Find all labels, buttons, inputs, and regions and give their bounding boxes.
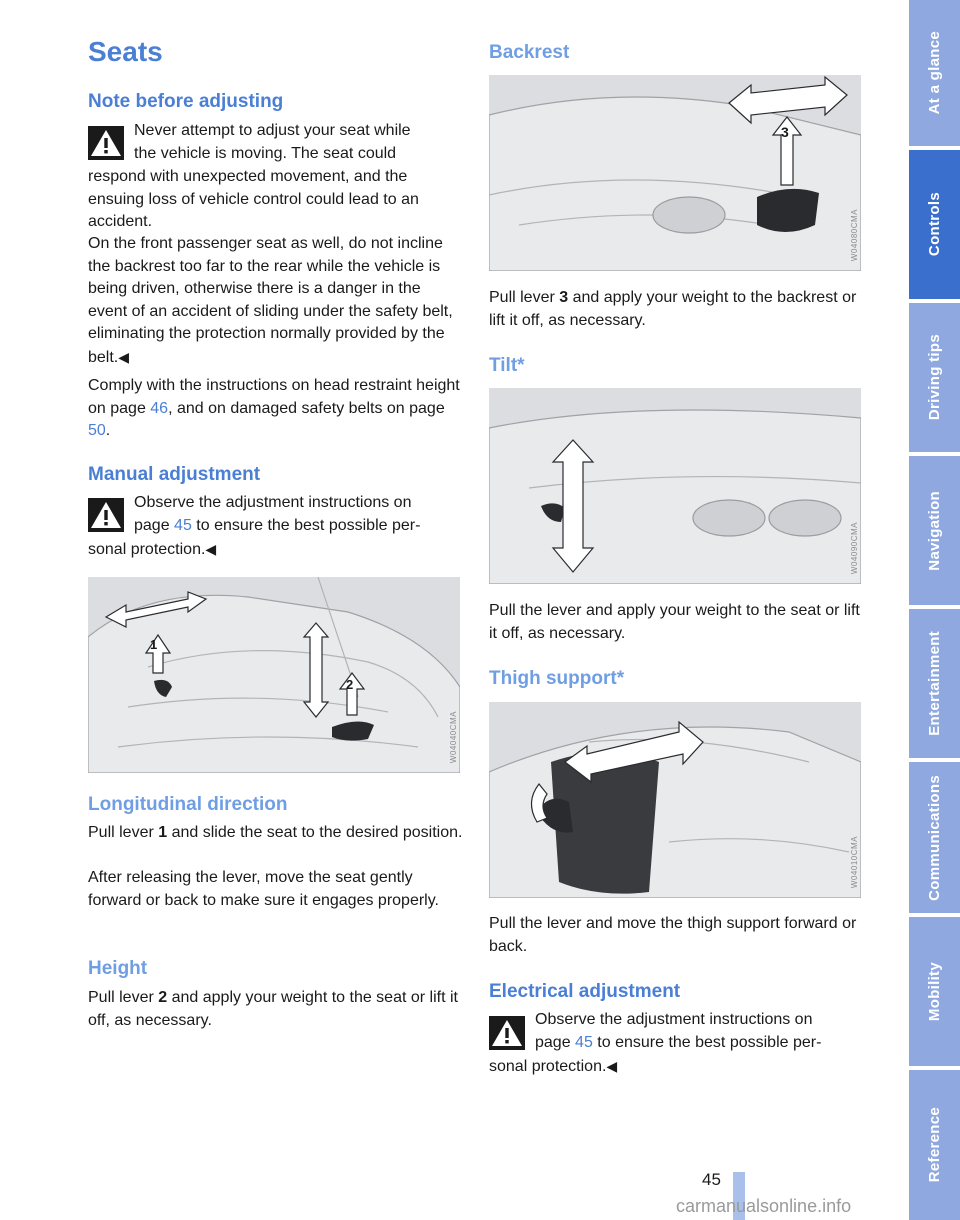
tab-controls[interactable]: Controls — [909, 150, 960, 299]
electrical-warning-line3: sonal protection.◀ — [489, 1058, 618, 1075]
seat-backrest-figure — [489, 75, 861, 271]
seat-illustration — [489, 75, 861, 271]
tab-navigation[interactable]: Navigation — [909, 456, 960, 605]
heading-backrest: Backrest — [489, 42, 570, 63]
manual-warning-line2: page 45 to ensure the best possible per- — [134, 517, 421, 534]
tab-mobility[interactable]: Mobility — [909, 917, 960, 1066]
heading-note-before-adjusting: Note before adjusting — [88, 91, 284, 112]
comply-instructions-text: Comply with the instructions on head restraint height on page 46, and on damaged safety belts on page 50. — [88, 377, 460, 440]
page-number: 45 — [702, 1170, 721, 1189]
figure-code: W04080CMA — [850, 208, 859, 261]
backrest-text: Pull lever 3 and apply your weight to the backrest or lift it off, as necessary. — [489, 289, 857, 329]
svg-text:2: 2 — [346, 677, 354, 692]
tab-reference[interactable]: Reference — [909, 1070, 960, 1220]
tab-driving-tips[interactable]: Driving tips — [909, 303, 960, 452]
svg-text:1: 1 — [150, 637, 158, 652]
tab-entertainment[interactable]: Entertainment — [909, 609, 960, 758]
height-text: Pull lever 2 and apply your weight to the seat or lift it off, as necessary. — [88, 989, 458, 1029]
warning-text-line2: the vehicle is moving. The seat could — [134, 145, 397, 162]
seat-tilt-figure — [489, 388, 861, 584]
heading-electrical-adjustment: Electrical adjustment — [489, 981, 681, 1002]
thigh-support-text: Pull the lever and move the thigh support forward or back. — [489, 915, 857, 955]
manual-warning-line1: Observe the adjustment instructions on — [134, 494, 412, 511]
warning-triangle-icon — [88, 498, 124, 532]
electrical-warning-line1: Observe the adjustment instructions on — [535, 1011, 813, 1028]
page-link-45[interactable]: 45 — [174, 517, 192, 534]
watermark-text: carmanualsonline.info — [676, 1196, 852, 1216]
end-mark-icon: ◀ — [606, 1058, 618, 1074]
page-link-46[interactable]: 46 — [150, 399, 169, 417]
page-title: Seats — [88, 36, 163, 67]
seat-illustration — [489, 388, 861, 584]
manual-warning-line3: sonal protection.◀ — [88, 541, 217, 558]
figure-code: W04040CMA — [449, 710, 458, 763]
longitudinal-engage-text: After releasing the lever, move the seat gently forward or back to make sure it engages properly. — [88, 869, 439, 909]
electrical-warning-line2: page 45 to ensure the best possible per- — [535, 1034, 822, 1051]
warning-text-rest: respond with unexpected movement, and the ensuing loss of vehicle control could lead to an accident. — [88, 168, 419, 231]
heading-thigh-support: Thigh support* — [489, 668, 625, 689]
tilt-text: Pull the lever and apply your weight to the seat or lift it off, as necessary. — [489, 602, 860, 642]
heading-longitudinal-direction: Longitudinal direction — [88, 794, 288, 815]
section-tabs — [909, 0, 960, 1220]
tab-at-a-glance[interactable]: At a glance — [909, 0, 960, 146]
heading-tilt: Tilt* — [489, 355, 525, 376]
figure-code: W04010CMA — [850, 835, 859, 888]
warning-triangle-icon — [489, 1016, 525, 1050]
heading-height: Height — [88, 958, 148, 979]
warning-triangle-icon — [88, 126, 124, 160]
page-link-50[interactable]: 50 — [88, 422, 106, 440]
seat-manual-adjustment-figure — [88, 577, 460, 773]
heading-manual-adjustment: Manual adjustment — [88, 464, 261, 485]
tab-communications[interactable]: Communications — [909, 762, 960, 913]
passenger-warning-text: On the front passenger seat as well, do not incline the backrest too far to the rear while the vehicle is being driven, otherwise there is a danger in the event of an accident of sliding under the safety belt, eliminating the protection normally provided by the belt.◀ — [88, 235, 453, 366]
seat-illustration — [489, 702, 861, 898]
svg-text:3: 3 — [781, 124, 789, 140]
end-mark-icon: ◀ — [205, 541, 217, 557]
seat-illustration — [88, 577, 460, 773]
figure-code: W04090CMA — [850, 521, 859, 574]
end-mark-icon: ◀ — [118, 348, 130, 365]
seat-thigh-support-figure — [489, 702, 861, 898]
page-link-45[interactable]: 45 — [575, 1034, 593, 1051]
warning-text-line1: Never attempt to adjust your seat while — [134, 122, 411, 139]
longitudinal-text: Pull lever 1 and slide the seat to the desired position. — [88, 824, 463, 841]
